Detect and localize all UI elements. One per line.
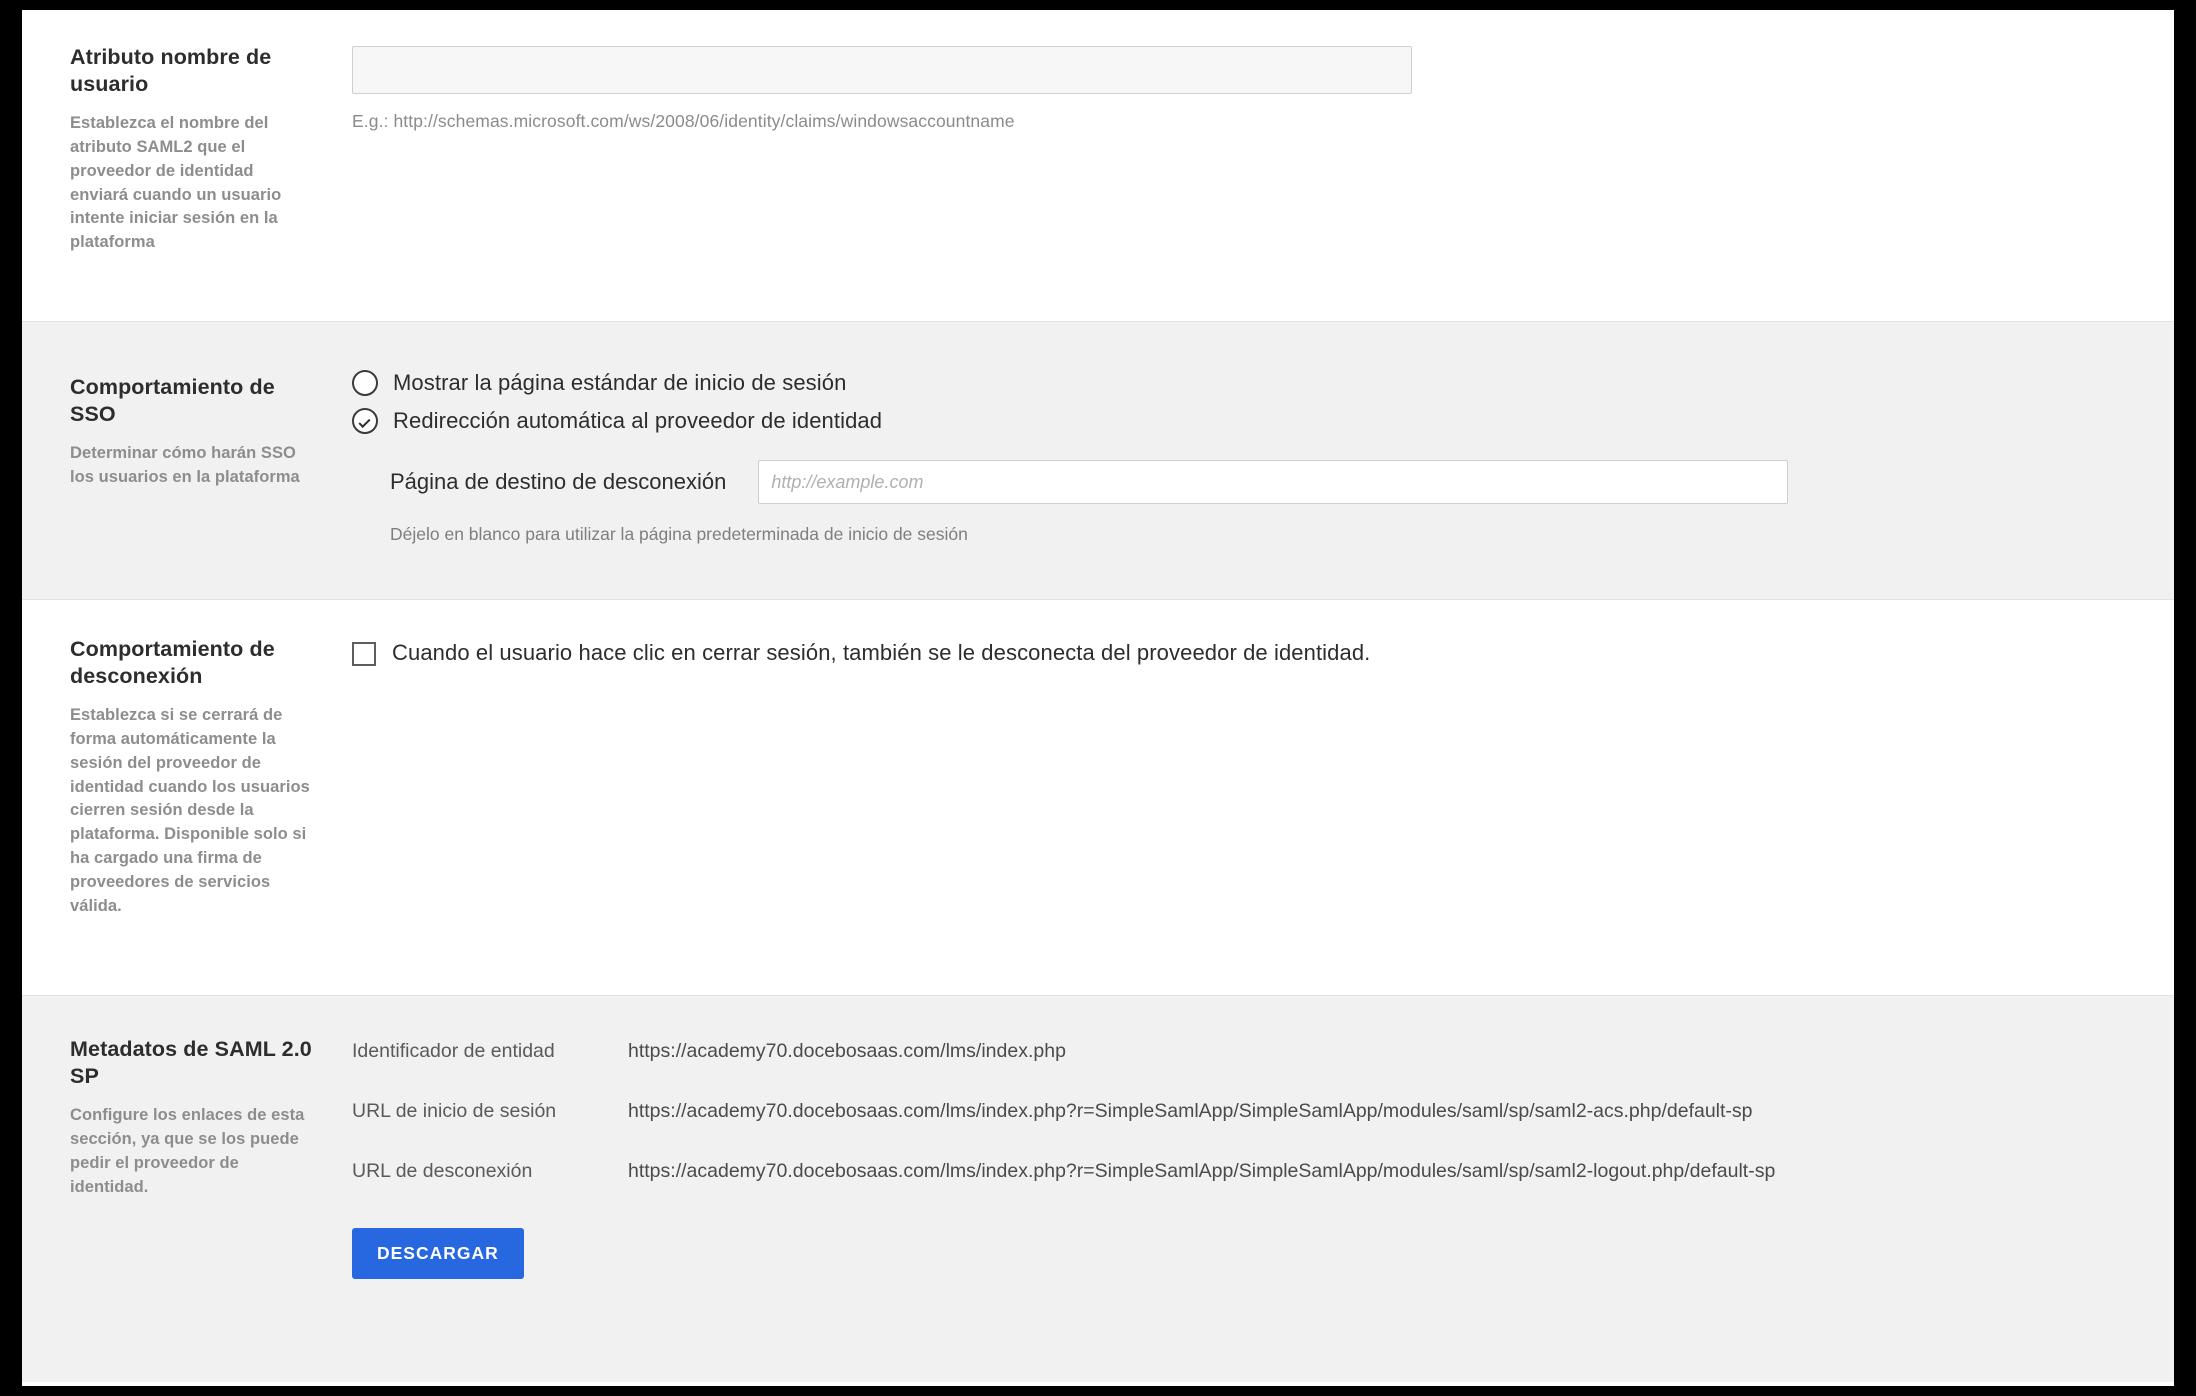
- section-saml-metadata-right: [352, 996, 2174, 1382]
- metadata-key: URL de desconexión: [352, 1160, 533, 1182]
- logout-idp-checkbox-row[interactable]: [352, 640, 2144, 666]
- section-saml-metadata-description: Configure los enlaces de esta sección, ya que se los puede pedir el proveedor de identidad.: [70, 1105, 305, 1196]
- username-attribute-input[interactable]: [352, 46, 1412, 94]
- section-sso-behavior-title: Comportamiento de SSO: [70, 375, 275, 426]
- username-attribute-hint: E.g.: http://schemas.microsoft.com/ws/2008/06/identity/claims/windowsaccountname: [352, 111, 1015, 131]
- metadata-row-entity-id: [352, 1040, 2144, 1063]
- logout-landing-page-hint: Déjelo en blanco para utilizar la página predeterminada de inicio de sesión: [390, 524, 968, 544]
- section-saml-metadata-left: [22, 996, 352, 1382]
- section-saml-metadata-title: Metadatos de SAML 2.0 SP: [70, 1037, 312, 1088]
- section-username-attribute-description: Establezca el nombre del atributo SAML2 que el proveedor de identidad enviará cuando un usuario intente iniciar sesión en la plataforma: [70, 113, 282, 252]
- download-button[interactable]: DESCARGAR: [352, 1228, 524, 1279]
- section-logout-behavior-left: [22, 600, 352, 995]
- sso-option-auto-redirect[interactable]: [352, 408, 2144, 434]
- sso-option-auto-redirect-label: Redirección automática al proveedor de identidad: [393, 408, 883, 433]
- checkbox-unchecked-icon[interactable]: [352, 642, 376, 666]
- logout-landing-page-row: [390, 460, 2144, 504]
- settings-page: [22, 10, 2174, 1386]
- metadata-value: https://academy70.docebosaas.com/lms/index.php: [628, 1040, 1066, 1062]
- section-logout-behavior-right: [352, 600, 2174, 995]
- section-sso-behavior-right: [352, 322, 2174, 599]
- metadata-key: Identificador de entidad: [352, 1040, 555, 1062]
- section-logout-behavior: [22, 600, 2174, 996]
- section-username-attribute-right: [352, 10, 2174, 321]
- section-saml-metadata: [22, 996, 2174, 1382]
- metadata-row-logout-url: [352, 1160, 2144, 1183]
- section-username-attribute-title: Atributo nombre de usuario: [70, 45, 272, 96]
- metadata-value: https://academy70.docebosaas.com/lms/index.php?r=SimpleSamlApp/SimpleSamlApp/modules/saml/sp/saml2-acs.php/default-sp: [628, 1100, 1753, 1122]
- section-username-attribute-left: [22, 10, 352, 321]
- section-username-attribute: [22, 10, 2174, 322]
- section-logout-behavior-title: Comportamiento de desconexión: [70, 637, 275, 688]
- metadata-row-login-url: [352, 1100, 2144, 1123]
- section-sso-behavior-description: Determinar cómo harán SSO los usuarios en la plataforma: [70, 443, 300, 486]
- section-sso-behavior: [22, 322, 2174, 600]
- radio-unchecked-icon[interactable]: [352, 370, 378, 396]
- radio-checked-icon[interactable]: [352, 408, 378, 434]
- logout-idp-checkbox-label: Cuando el usuario hace clic en cerrar sesión, también se le desconecta del proveedor de identidad.: [392, 640, 1371, 665]
- logout-landing-page-input[interactable]: [758, 460, 1788, 504]
- metadata-value: https://academy70.docebosaas.com/lms/index.php?r=SimpleSamlApp/SimpleSamlApp/modules/saml/sp/saml2-logout.php/default-sp: [628, 1160, 1776, 1182]
- metadata-key: URL de inicio de sesión: [352, 1100, 557, 1122]
- logout-landing-page-label: Página de destino de desconexión: [390, 469, 727, 494]
- sso-option-standard-login[interactable]: [352, 370, 2144, 396]
- sso-option-standard-login-label: Mostrar la página estándar de inicio de sesión: [393, 370, 847, 395]
- section-logout-behavior-description: Establezca si se cerrará de forma automáticamente la sesión del proveedor de identidad cuando los usuarios cierren sesión desde la plataforma. Disponible solo si ha cargado una firma de proveedores de servicios válida.: [70, 705, 310, 916]
- section-sso-behavior-left: [22, 322, 352, 599]
